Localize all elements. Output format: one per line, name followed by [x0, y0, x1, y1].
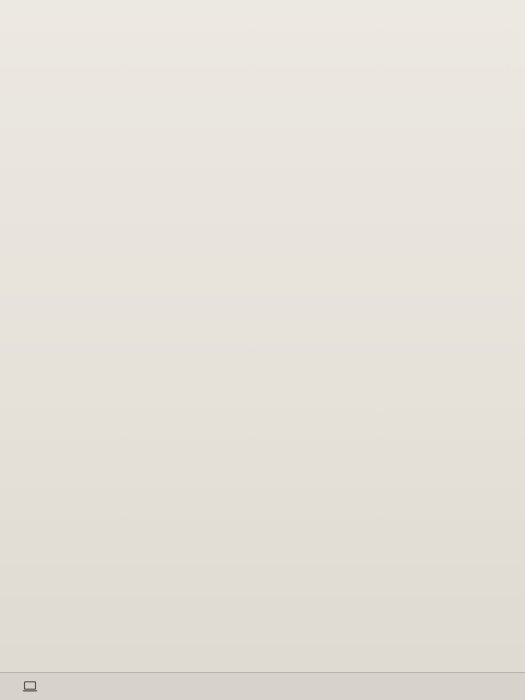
laptop-icon — [22, 681, 38, 692]
path-bar — [0, 672, 525, 700]
